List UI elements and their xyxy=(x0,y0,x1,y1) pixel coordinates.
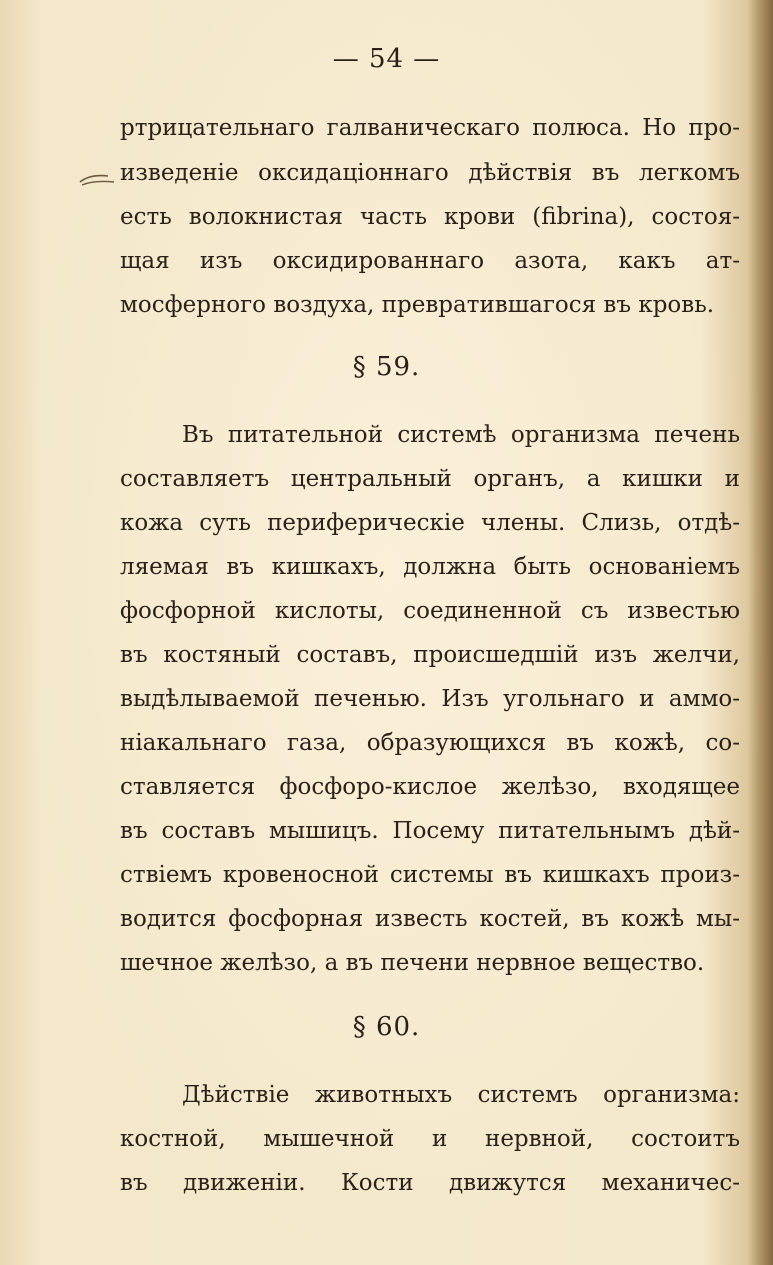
text-line: ствiемъ кровеносной системы въ кишкахъ произ- xyxy=(120,862,740,888)
page-number: — 54 — xyxy=(332,44,441,74)
section-heading-60: § 60. xyxy=(352,1012,421,1042)
text-line: фосфорной кислоты, соединенной съ известью xyxy=(120,598,740,624)
text-line: шечное желѣзо, а въ печени нервное вещество. xyxy=(120,950,705,976)
text-line: есть волокнистая часть крови (fibrina), состоя- xyxy=(120,204,740,230)
text-line: составляетъ центральный органъ, а кишки и xyxy=(120,466,740,492)
margin-pencil-mark xyxy=(78,170,118,190)
text-line: щая изъ оксидированнаго азота, какъ ат- xyxy=(120,248,740,274)
text-line: ртрицательнаго галваническаго полюса. Но про- xyxy=(120,115,740,141)
text-line: ставляется фосфоро-кислое желѣзо, входящее xyxy=(120,774,740,800)
section-heading-59: § 59. xyxy=(352,352,421,382)
page-edge-shadow xyxy=(747,0,773,1265)
text-line: Дѣйствiе животныхъ системъ организма: xyxy=(182,1082,740,1108)
text-line: въ движенiи. Кости движутся механичес- xyxy=(120,1170,740,1196)
text-line: водится фосфорная известь костей, въ кожѣ мы- xyxy=(120,906,740,932)
text-line: Въ питательной системѣ организма печень xyxy=(182,422,740,448)
text-line: изведенiе оксидацiоннаго дѣйствiя въ легкомъ xyxy=(120,160,740,186)
text-line: ляемая въ кишкахъ, должна быть основанiемъ xyxy=(120,554,740,580)
text-line: кожа суть периферическiе члены. Слизь, отдѣ- xyxy=(120,510,740,536)
text-line: въ костяный составъ, происшедшiй изъ желчи, xyxy=(120,642,740,668)
text-line: костной, мышечной и нервной, состоитъ xyxy=(120,1126,740,1152)
text-line: нiакальнаго газа, образующихся въ кожѣ, со- xyxy=(120,730,740,756)
text-line: мосферного воздуха, превратившагося въ кровь. xyxy=(120,292,715,318)
text-line: въ составъ мышицъ. Посему питательнымъ дѣй- xyxy=(120,818,740,844)
text-line: выдѣлываемой печенью. Изъ угольнаго и аммо- xyxy=(120,686,740,712)
